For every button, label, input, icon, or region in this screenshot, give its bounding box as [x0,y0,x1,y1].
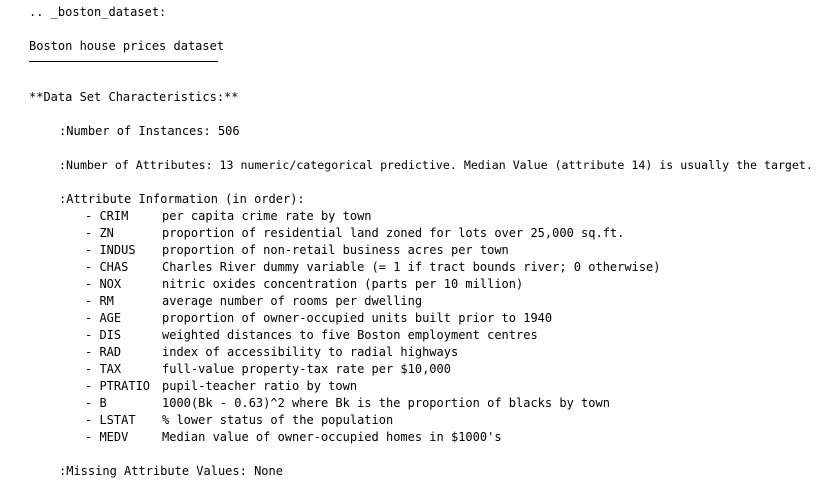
attribute-description: proportion of owner-occupied units built prior to 1940 [162,311,553,325]
attribute-name: - RAD [85,345,122,359]
instances-line: :Number of Instances: 506 [59,124,240,138]
missing-values-line: :Missing Attribute Values: None [59,464,283,478]
attribute-name: - CRIM [85,209,129,223]
attribute-description: average number of rooms per dwelling [162,294,423,308]
attribute-name: - AGE [85,311,122,325]
attribute-description: 1000(Bk - 0.63)^2 where Bk is the proportion of blacks by town [162,396,610,410]
title-underline [29,61,218,62]
attribute-description: proportion of residential land zoned for lots over 25,000 sq.ft. [162,226,625,240]
attribute-name: - TAX [85,362,122,376]
attribute-description: % lower status of the population [162,413,394,427]
attribute-name: - ZN [85,226,114,240]
attribute-name: - CHAS [85,260,129,274]
attribute-description: per capita crime rate by town [162,209,372,223]
attribute-description: nitric oxides concentration (parts per 10 million) [162,277,524,291]
attribute-name: - DIS [85,328,122,342]
attributes-count-line: :Number of Attributes: 13 numeric/categorical predictive. Median Value (attribute 14) is usually the target. [59,158,813,172]
characteristics-heading: **Data Set Characteristics:** [29,90,239,104]
attribute-description: Median value of owner-occupied homes in $1000's [162,430,502,444]
attribute-description: Charles River dummy variable (= 1 if tract bounds river; 0 otherwise) [162,260,661,274]
attribute-name: - RM [85,294,114,308]
attribute-name: - MEDV [85,430,129,444]
page-title: Boston house prices dataset [29,39,225,53]
attribute-name: - PTRATIO [85,379,151,393]
attribute-name: - NOX [85,277,122,291]
attribute-description: index of accessibility to radial highways [162,345,459,359]
attribute-description: weighted distances to five Boston employment centres [162,328,538,342]
directive-line: .. _boston_dataset: [29,5,167,19]
attribute-name: - LSTAT [85,413,136,427]
attribute-description: proportion of non-retail business acres per town [162,243,509,257]
attribute-name: - B [85,396,107,410]
attribute-description: full-value property-tax rate per $10,000 [162,362,451,376]
attribute-name: - INDUS [85,243,136,257]
attribute-info-heading: :Attribute Information (in order): [59,192,305,206]
attribute-description: pupil-teacher ratio by town [162,379,358,393]
